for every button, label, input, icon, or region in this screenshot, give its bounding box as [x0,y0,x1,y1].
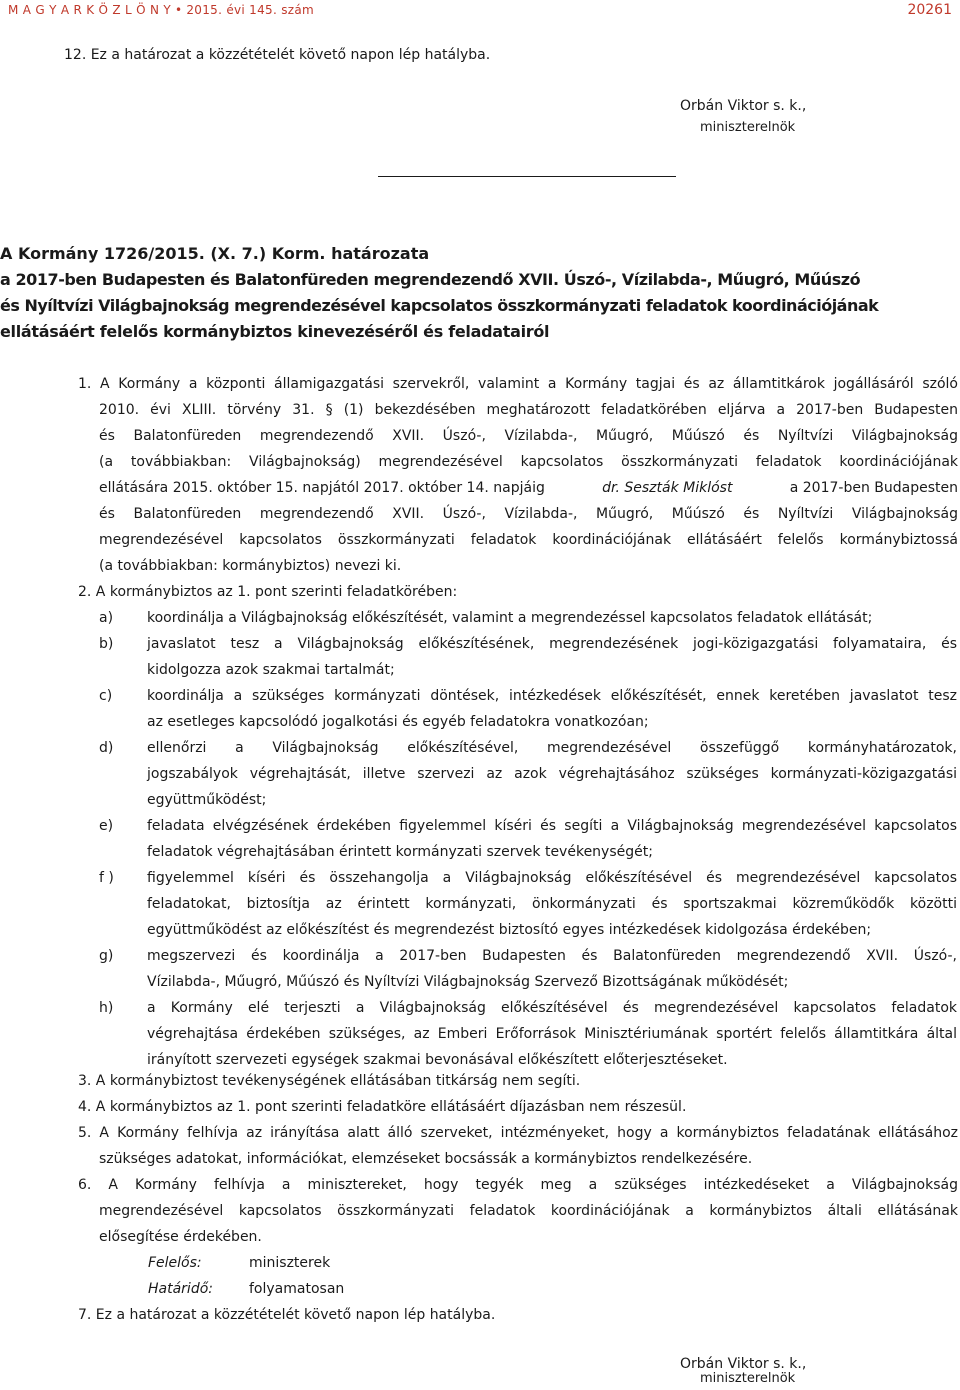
signer-name: Orbán Viktor s. k., [680,1356,807,1372]
subitem-text: javaslatot tesz a Világbajnokság előkészítésének, megrendezésének jogi-közigazgatási folyamataira, és [147,636,957,652]
subitem-text: feladatokat, biztosítja az érintett kormányzati, önkormányzati és sportszakmai közreműködők közötti [147,896,957,912]
prev-role: miniszterelnök [700,120,796,135]
deadline-row [148,1276,213,1302]
point-6-line-3: elősegítése érdekében. [99,1229,262,1245]
subitem-text: az esetleges kapcsolódó jogalkotási és egyéb feladatokra vonatkozóan; [147,714,649,730]
subitem-text: ellenőrzi a Világbajnokság előkészítésével, megrendezésével összefüggő kormányhatározatok, [147,740,957,756]
journal-header: M A G Y A R K Ö Z L Ö N Y • 2015. évi 145. szám [8,3,315,17]
point-2: 2. A kormánybiztos az 1. pont szerinti feladatkörében: [78,584,458,600]
responsible-row [148,1250,202,1276]
point-6-line-2: megrendezésével kapcsolatos összkormányzati feladatok koordinációjának a kormánybiztos általi ellátásának [99,1203,958,1219]
appointment-event-start: a 2017-ben Budapesten [789,480,958,496]
subitem-label: f ) [99,870,114,886]
subitem-label: b) [99,636,114,652]
subitem-label: g) [99,948,114,964]
subitem-text: a Kormány elé terjeszti a Világbajnokság előkészítésével és megrendezésével kapcsolatos feladatok [147,1000,957,1016]
subitem-text: feladatok végrehajtásában érintett kormányzati szervek tevékenységét; [147,844,653,860]
deadline-value: folyamatosan [249,1281,345,1297]
subitem-text: Vízilabda-, Műugró, Műúszó és Nyíltvízi Világbajnokság Szervező Bizottságának működését; [147,974,789,990]
point-1-line-8: (a továbbiakban: kormánybiztos) nevezi ki. [99,558,402,574]
point-5-line-1: 5. A Kormány felhívja az irányítása alatt álló szerveket, intézményeket, hogy a kormánybiztos feladatának ellátásához [78,1125,958,1141]
signer-role: miniszterelnök [700,1371,796,1386]
subitem-label: e) [99,818,114,834]
subitem-text: jogszabályok végrehajtását, illetve szervezi az azok végrehajtásához szükséges kormányzati-közigazgatási [147,766,957,782]
point-7: 7. Ez a határozat a közzétételét követő napon lép hatályba. [78,1307,496,1323]
decree-title-line-2: a 2017-ben Budapesten és Balatonfüreden megrendezendő XVII. Úszó-, Vízilabda-, Műugró, Műúszó [0,270,861,289]
subitem-label: h) [99,1000,114,1016]
journal-name: M A G Y A R K Ö Z L Ö N Y [8,3,171,17]
subitem-label: c) [99,688,113,704]
subitem-text: együttműködést az előkészítést és megrendezést biztosító egyes intézkedések kidolgozása érdekében; [147,922,872,938]
point-4: 4. A kormánybiztos az 1. pont szerinti feladatköre ellátásáért díjazásban nem részesül. [78,1099,687,1115]
point-1-line-3: és Balatonfüreden megrendezendő XVII. Úszó-, Vízilabda-, Műugró, Műúszó és Nyíltvízi Világbajnokság [99,428,958,444]
subitem-text: együttműködést; [147,792,267,808]
point-1-line-2: 2010. évi XLIII. törvény 31. § (1) bekezdésében meghatározott feladatkörében eljárva a 2017-ben Budapesten [99,402,958,418]
decree-title-line-4: ellátásáért felelős kormánybiztos kinevezéséről és feladatairól [0,322,550,341]
point-1-line-4: (a továbbiakban: Világbajnokság) megrendezésével kapcsolatos összkormányzati feladatok koordinációjának [99,454,958,470]
appointee-name: dr. Seszták Miklóst [602,480,733,496]
decree-title-line-1: A Kormány 1726/2015. (X. 7.) Korm. határozata [0,244,430,263]
subitem-text: koordinálja a Világbajnokság előkészítését, valamint a megrendezéssel kapcsolatos feladatok ellátását; [147,610,873,626]
page-number: 20261 [907,2,952,18]
appointment-dates: ellátására 2015. október 15. napjától 2017. október 14. napjáig [99,480,545,496]
point-1-line-6: és Balatonfüreden megrendezendő XVII. Úszó-, Vízilabda-, Műugró, Műúszó és Nyíltvízi Világbajnokság [99,506,958,522]
subitem-text: megszervezi és koordinálja a 2017-ben Budapesten és Balatonfüreden megrendezendő XVII. Úszó-, [147,948,957,964]
responsible-value: miniszterek [249,1255,331,1271]
subitem-text: feladata elvégzésének érdekében figyelemmel kíséri és segíti a Világbajnokság megrendezésével kapcsolatos [147,818,957,834]
point-5-line-2: szükséges adatokat, információkat, elemzéseket bocsássák a kormánybiztos rendelkezésére. [99,1151,753,1167]
subitem-text: koordinálja a szükséges kormányzati döntések, intézkedések előkészítését, ennek keretében javaslatot tesz [147,688,957,704]
journal-issue: 2015. évi 145. szám [186,3,315,17]
point-1-line-7: megrendezésével kapcsolatos összkormányzati feladatok koordinációjának ellátásáért felelős kormánybiztossá [99,532,958,548]
subitem-text: figyelemmel kíséri és összehangolja a Világbajnokság előkészítésével és megrendezésével kapcsolatos [147,870,957,886]
prev-point-12: 12. Ez a határozat a közzétételét követő napon lép hatályba. [64,47,491,63]
deadline-label: Határidő: [148,1281,213,1297]
subitem-label: d) [99,740,114,756]
point-1-line-5 [99,475,958,501]
prev-signer: Orbán Viktor s. k., [680,98,807,114]
point-6-line-1: 6. A Kormány felhívja a minisztereket, hogy tegyék meg a szükséges intézkedéseket a Világbajnokság [78,1177,958,1193]
decree-title-line-3: és Nyíltvízi Világbajnokság megrendezésével kapcsolatos összkormányzati feladatok koordinációjának [0,296,879,315]
subitem-label: a) [99,610,114,626]
point-3: 3. A kormánybiztost tevékenységének ellátásában titkárság nem segíti. [78,1073,581,1089]
point-1-line-1: 1. A Kormány a központi államigazgatási szervekről, valamint a Kormány tagjai és az államtitkárok jogállásáról szóló [78,376,958,392]
signature-divider [378,176,676,177]
subitem-text: irányított szervezeti egységek szakmai bevonásával előkészített előterjesztéseket. [147,1052,728,1068]
subitem-text: végrehajtása érdekében szükséges, az Emberi Erőforrások Minisztériumának sportért felelős államtitkára által [147,1026,957,1042]
subitem-text: kidolgozza azok szakmai tartalmát; [147,662,395,678]
page-header [8,0,952,22]
responsible-label: Felelős: [148,1255,202,1271]
